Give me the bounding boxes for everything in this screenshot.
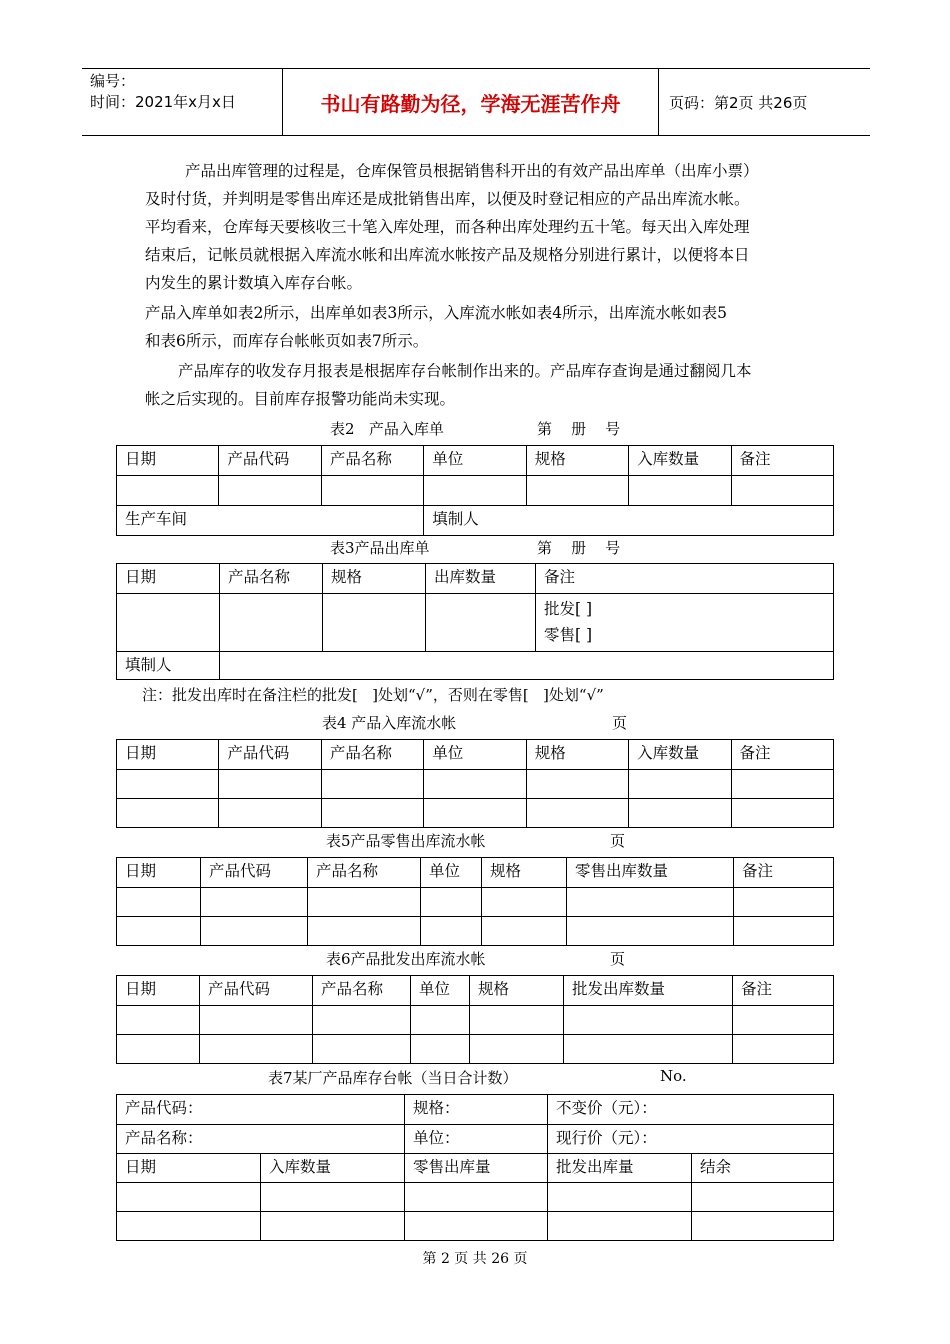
table2-caption-right: 第 册 号: [537, 420, 621, 438]
filler-cell[interactable]: 填制人: [424, 506, 834, 536]
paragraph-line: 和表6所示，而库存台帐帐页如表7所示。: [145, 332, 429, 350]
table-header-cell: 规格: [323, 564, 426, 594]
product-name-field[interactable]: 产品名称：: [117, 1125, 405, 1154]
table-header-cell: 备注: [733, 976, 834, 1006]
table-header-cell: 产品名称: [313, 976, 411, 1006]
table-cell[interactable]: [220, 594, 323, 652]
table5-retail-ledger: [116, 857, 834, 946]
paragraph-line: 产品入库单如表2所示，出库单如表3所示，入库流水帐如表4所示，出库流水帐如表5: [145, 304, 727, 322]
table-header-cell: 入库数量: [629, 740, 731, 770]
table-cell[interactable]: [321, 799, 423, 828]
table-header-cell: 日期: [117, 976, 200, 1006]
table-header-cell: 出库数量: [426, 564, 536, 594]
paragraph-line: 帐之后实现的。目前库存报警功能尚未实现。: [145, 390, 456, 408]
table-cell[interactable]: [323, 594, 426, 652]
table-header-cell: 单位: [411, 976, 470, 1006]
table-header-cell: 日期: [117, 858, 201, 888]
table5-caption-right: 页: [610, 832, 626, 850]
table7-caption-right: No.: [660, 1067, 687, 1085]
table-cell[interactable]: [629, 799, 731, 828]
filler-value-cell[interactable]: [220, 652, 834, 680]
table-cell[interactable]: [424, 799, 526, 828]
table-header-cell: 规格: [470, 976, 564, 1006]
table-cell[interactable]: [405, 1183, 548, 1212]
filler-label-cell: 填制人: [117, 652, 220, 680]
table-cell[interactable]: [308, 917, 421, 946]
table-header-cell: 备注: [536, 564, 834, 594]
table-cell[interactable]: [261, 1183, 405, 1212]
table-header-cell: 产品名称: [220, 564, 323, 594]
header-meta: [82, 69, 282, 135]
table-header-cell: 入库数量: [629, 446, 731, 476]
table-cell[interactable]: [200, 1035, 313, 1064]
table-cell[interactable]: [411, 1006, 470, 1035]
table-cell[interactable]: [526, 799, 628, 828]
fixed-price-field[interactable]: 不变价（元）：: [548, 1095, 834, 1125]
paragraph-line: 内发生的累计数填入库存台帐。: [145, 274, 363, 292]
table-cell[interactable]: [567, 917, 734, 946]
table-header-cell: 单位: [421, 858, 482, 888]
table3-outbound-form: [116, 563, 834, 680]
table4-caption-right: 页: [612, 714, 628, 732]
page-header: [82, 68, 870, 136]
table-cell[interactable]: [564, 1035, 733, 1064]
table-cell[interactable]: [117, 594, 220, 652]
table-header-cell: 产品代码: [219, 740, 321, 770]
table2-caption: 表2 产品入库单: [330, 420, 444, 438]
table-cell[interactable]: [470, 1006, 564, 1035]
table-cell[interactable]: [405, 1212, 548, 1241]
paragraph-line: 结束后，记帐员就根据入库流水帐和出库流水帐按产品及规格分别进行累计，以便将本日: [145, 246, 750, 264]
table-header-cell: 规格: [526, 446, 628, 476]
table-header-cell: 产品代码: [219, 446, 321, 476]
table-header-cell: 零售出库数量: [567, 858, 734, 888]
table-cell[interactable]: [200, 1006, 313, 1035]
table-cell[interactable]: [117, 888, 201, 917]
table-cell[interactable]: [117, 476, 219, 506]
table-cell[interactable]: [548, 1183, 692, 1212]
table-cell[interactable]: [526, 476, 628, 506]
retail-checkbox[interactable]: 零售[ ]: [544, 626, 593, 644]
table-header-cell: 备注: [731, 446, 833, 476]
table-cell[interactable]: [629, 476, 731, 506]
table7-caption: 表7某厂产品库存台帐（当日合计数）: [268, 1069, 518, 1087]
table-header-cell: 日期: [117, 446, 219, 476]
table-cell[interactable]: [426, 594, 536, 652]
table-cell[interactable]: [733, 1035, 834, 1064]
table7-stock-ledger: [116, 1094, 834, 1241]
table-header-cell: 单位: [424, 740, 526, 770]
table-cell[interactable]: [201, 917, 308, 946]
page-footer: 第 2 页 共 26 页: [422, 1251, 528, 1267]
doc-number-label: 编号：: [90, 72, 136, 90]
paragraph-line: 及时付货，并判明是零售出库还是成批销售出库，以便及时登记相应的产品出库流水帐。: [145, 190, 750, 208]
table-header-cell: 产品名称: [308, 858, 421, 888]
table-cell[interactable]: [734, 917, 834, 946]
paragraph-line: 产品库存的收发存月报表是根据库存台帐制作出来的。产品库存查询是通过翻阅几本: [178, 362, 752, 380]
table3-caption-right: 第 册 号: [537, 539, 621, 557]
table-cell[interactable]: [692, 1212, 834, 1241]
table-header-cell: 日期: [117, 740, 219, 770]
unit-field[interactable]: 单位：: [405, 1125, 548, 1154]
table-cell[interactable]: [482, 917, 567, 946]
wholesale-checkbox[interactable]: 批发[ ]: [544, 600, 593, 618]
table-cell[interactable]: [411, 1035, 470, 1064]
table3-caption: 表3产品出库单: [330, 539, 430, 557]
table-header-cell: 日期: [117, 1154, 261, 1183]
doc-date-label: 时间：2021年x月x日: [90, 93, 236, 111]
table-header-cell: 零售出库量: [405, 1154, 548, 1183]
table-cell[interactable]: [313, 1006, 411, 1035]
table-cell[interactable]: [548, 1212, 692, 1241]
table-header-cell: 结余: [692, 1154, 834, 1183]
current-price-field[interactable]: 现行价（元）：: [548, 1125, 834, 1154]
table-header-cell: 批发出库量: [548, 1154, 692, 1183]
table-cell[interactable]: [733, 1006, 834, 1035]
table-cell[interactable]: [470, 1035, 564, 1064]
table-cell[interactable]: [692, 1183, 834, 1212]
table-cell[interactable]: [117, 917, 201, 946]
paragraph-line: 平均看来，仓库每天要核收三十笔入库处理，而各种出库处理约五十笔。每天出入库处理: [145, 218, 750, 236]
table6-wholesale-ledger: [116, 975, 834, 1064]
table-cell[interactable]: [421, 917, 482, 946]
table-header-cell: 产品名称: [321, 740, 423, 770]
table-cell[interactable]: [117, 1006, 200, 1035]
table3-note: 注：批发出库时在备注栏的批发[ ]处划“√”，否则在零售[ ]处划“√”: [142, 686, 604, 704]
table5-caption: 表5产品零售出库流水帐: [326, 832, 486, 850]
table-cell[interactable]: [313, 1035, 411, 1064]
table2-inbound-form: [116, 445, 834, 536]
table-cell[interactable]: [219, 476, 321, 506]
table-cell[interactable]: [321, 476, 423, 506]
table-header-cell: 产品代码: [201, 858, 308, 888]
table-cell[interactable]: [219, 770, 321, 799]
table6-caption-right: 页: [610, 950, 626, 968]
table-header-cell: 单位: [424, 446, 526, 476]
table-cell[interactable]: [117, 799, 219, 828]
table-cell[interactable]: [526, 770, 628, 799]
table-header-cell: 入库数量: [261, 1154, 405, 1183]
table-cell[interactable]: [629, 770, 731, 799]
table-cell[interactable]: [424, 476, 526, 506]
table-cell[interactable]: [731, 476, 833, 506]
table-cell[interactable]: [219, 799, 321, 828]
table-cell[interactable]: [564, 1006, 733, 1035]
table-cell[interactable]: [261, 1212, 405, 1241]
table-cell[interactable]: [731, 770, 833, 799]
spec-field[interactable]: 规格：: [405, 1095, 548, 1125]
table-cell[interactable]: [482, 888, 567, 917]
workshop-cell[interactable]: 生产车间: [117, 506, 424, 536]
table-cell[interactable]: [201, 888, 308, 917]
table-header-cell: 产品代码: [200, 976, 313, 1006]
table-header-cell: 批发出库数量: [564, 976, 733, 1006]
table-cell[interactable]: [734, 888, 834, 917]
table-header-cell: 规格: [482, 858, 567, 888]
table-cell[interactable]: [117, 770, 219, 799]
table-cell[interactable]: [731, 799, 833, 828]
table-cell[interactable]: [117, 1212, 261, 1241]
table4-caption: 表4 产品入库流水帐: [322, 714, 457, 732]
table-header-cell: 备注: [731, 740, 833, 770]
table-header-cell: 规格: [526, 740, 628, 770]
table-cell[interactable]: [321, 770, 423, 799]
table-header-cell: 备注: [734, 858, 834, 888]
table-cell[interactable]: [424, 770, 526, 799]
table-cell[interactable]: [308, 888, 421, 917]
paragraph-line: 产品出库管理的过程是，仓库保管员根据销售科开出的有效产品出库单（出库小票）: [185, 162, 759, 180]
table6-caption: 表6产品批发出库流水帐: [326, 950, 486, 968]
table-header-cell: 产品名称: [321, 446, 423, 476]
remarks-cell: [536, 594, 834, 652]
table-header-cell: 日期: [117, 564, 220, 594]
header-motto: 书山有路勤为径，学海无涯苦作舟: [282, 69, 659, 135]
table-cell[interactable]: [421, 888, 482, 917]
table4-inbound-ledger: [116, 739, 834, 828]
header-page-info: 页码：第2页 共26页: [669, 93, 808, 112]
table-cell[interactable]: [117, 1183, 261, 1212]
table-cell[interactable]: [117, 1035, 200, 1064]
product-code-field[interactable]: 产品代码：: [117, 1095, 405, 1125]
table-cell[interactable]: [567, 888, 734, 917]
